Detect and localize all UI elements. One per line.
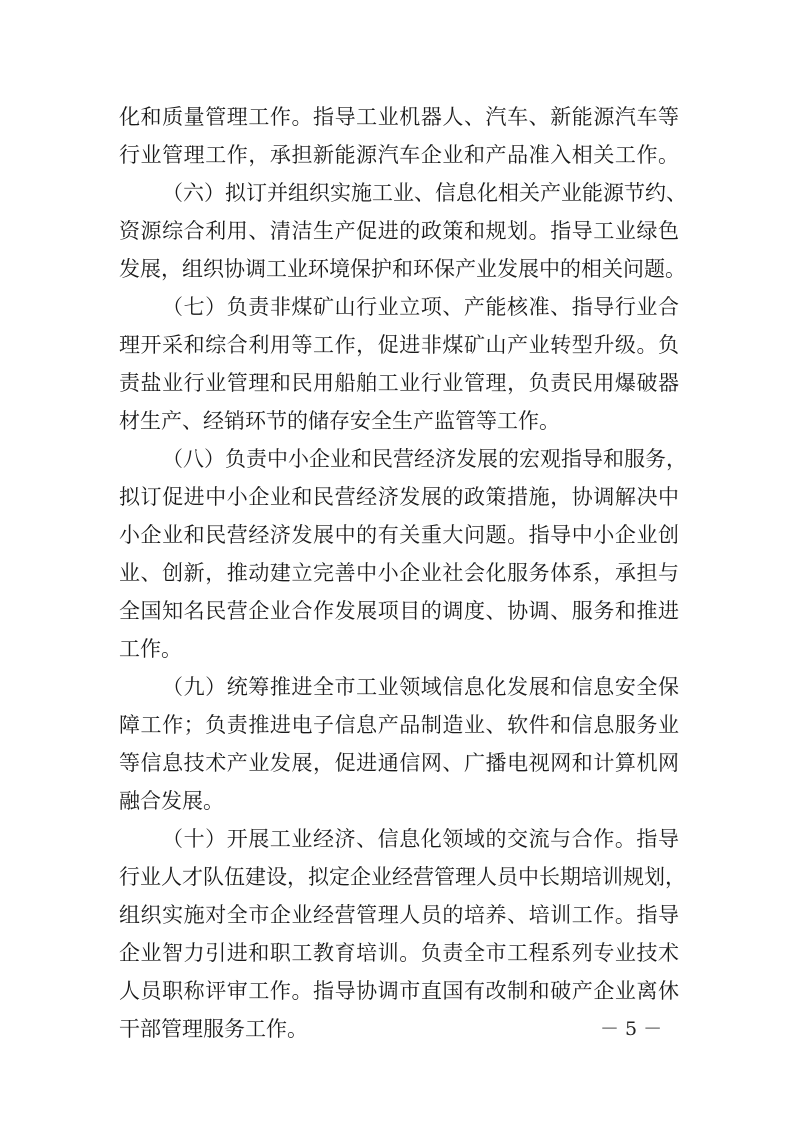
text-line: 工作。 (119, 637, 182, 661)
text-line: 理开采和综合利用等工作，促进非煤矿山产业转型升级。负 (119, 333, 679, 357)
text-line: 企业智力引进和职工教育培训。负责全市工程系列专业技术 (119, 941, 679, 965)
text-line: 小企业和民营经济发展中的有关重大问题。指导中小企业创 (119, 523, 679, 547)
text-line: 责盐业行业管理和民用船舶工业行业管理，负责民用爆破器 (119, 371, 679, 395)
paragraph-8-first-line: （八）负责中小企业和民营经济发展的宏观指导和服务， (162, 447, 687, 471)
text-line: 拟订促进中小企业和民营经济发展的政策措施，协调解决中 (119, 485, 679, 509)
page-number: － 5 － (600, 1018, 663, 1040)
paragraph-9-first-line: （九）统筹推进全市工业领域信息化发展和信息安全保 (162, 675, 679, 699)
text-line: 干部管理服务工作。 (119, 1017, 308, 1041)
text-line: 等信息技术产业发展，促进通信网、广播电视网和计算机网 (119, 751, 679, 775)
text-line: 资源综合利用、清洁生产促进的政策和规划。指导工业绿色 (119, 219, 679, 243)
text-line: 全国知名民营企业合作发展项目的调度、协调、服务和推进 (119, 599, 679, 623)
text-line: 组织实施对全市企业经营管理人员的培养、培训工作。指导 (119, 903, 679, 927)
text-line: 化和质量管理工作。指导工业机器人、汽车、新能源汽车等 (119, 105, 679, 129)
text-line: 人员职称评审工作。指导协调市直国有改制和破产企业离休 (119, 979, 679, 1003)
paragraph-6-first-line: （六）拟订并组织实施工业、信息化相关产业能源节约、 (162, 181, 687, 205)
text-line: 融合发展。 (119, 789, 224, 813)
paragraph-10-first-line: （十）开展工业经济、信息化领域的交流与合作。指导 (162, 827, 679, 851)
text-line: 业、创新，推动建立完善中小企业社会化服务体系，承担与 (119, 561, 679, 585)
text-line: 行业人才队伍建设，拟定企业经营管理人员中长期培训规划， (119, 865, 686, 889)
text-line: 行业管理工作，承担新能源汽车企业和产品准入相关工作。 (119, 143, 679, 167)
paragraph-7-first-line: （七）负责非煤矿山行业立项、产能核准、指导行业合 (162, 295, 679, 319)
text-line: 障工作；负责推进电子信息产品制造业、软件和信息服务业 (119, 713, 679, 737)
text-line: 发展，组织协调工业环境保护和环保产业发展中的相关问题。 (119, 257, 686, 281)
text-line: 材生产、经销环节的储存安全生产监管等工作。 (119, 409, 560, 433)
